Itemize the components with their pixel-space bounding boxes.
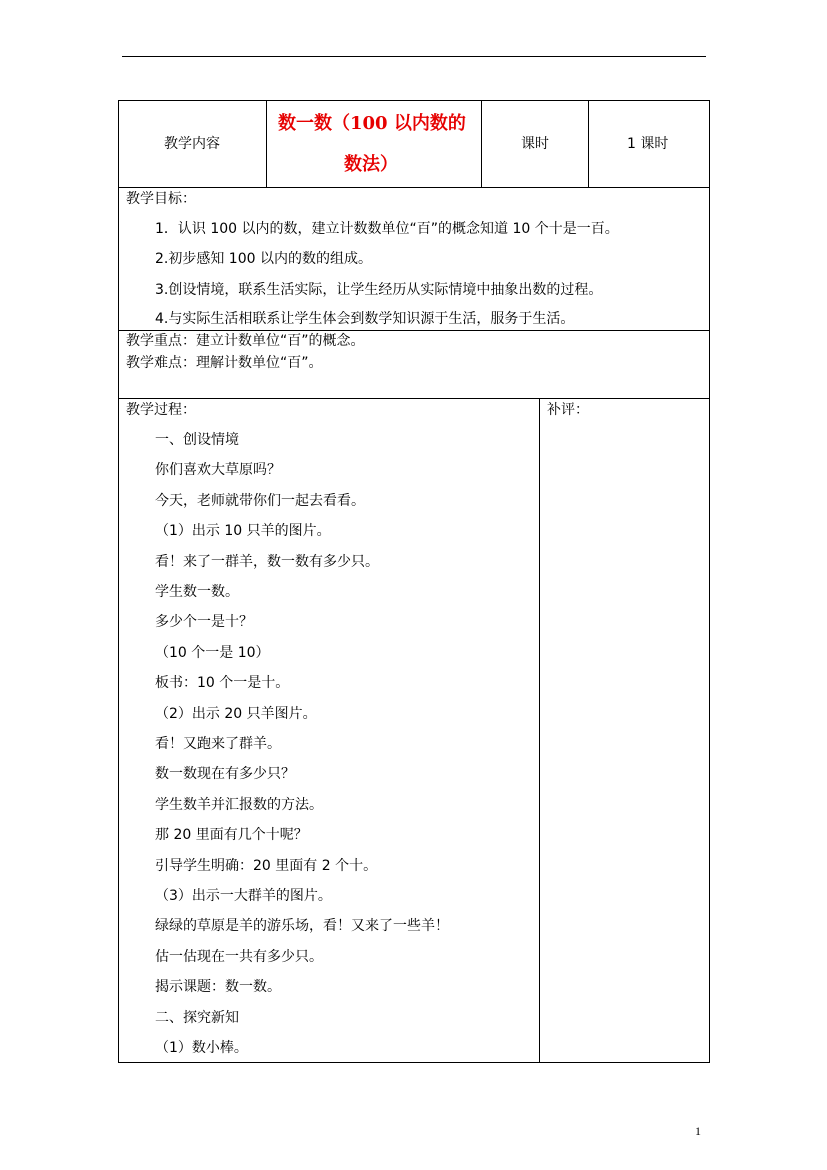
teaching-focus: 教学重点：建立计数单位“百”的概念。 bbox=[126, 333, 365, 349]
table-divider-col1 bbox=[266, 100, 267, 188]
process-line: 看！来了一群羊，数一数有多少只。 bbox=[155, 554, 379, 570]
label-period: 课时 bbox=[521, 136, 549, 152]
lesson-title-line1: 数一数（100 以内数的 bbox=[278, 113, 466, 134]
process-line: 绿绿的草原是羊的游乐场，看！又来了一些羊！ bbox=[155, 918, 449, 934]
table-border-row3 bbox=[118, 398, 710, 399]
process-line: 数一数现在有多少只？ bbox=[155, 766, 295, 782]
process-line: 看！又跑来了群羊。 bbox=[155, 736, 281, 752]
process-line: （1）数小棒。 bbox=[155, 1040, 248, 1056]
table-border-row1 bbox=[118, 187, 710, 188]
objective-item: 4.与实际生活相联系让学生体会到数学知识源于生活，服务于生活。 bbox=[155, 311, 575, 327]
process-line: （10 个一是 10） bbox=[155, 645, 270, 661]
table-border-left bbox=[118, 100, 119, 1063]
process-line: 揭示课题：数一数。 bbox=[155, 979, 281, 995]
process-line: 今天，老师就带你们一起去看看。 bbox=[155, 493, 365, 509]
process-line: 你们喜欢大草原吗？ bbox=[155, 462, 281, 478]
process-line: 那 20 里面有几个十呢？ bbox=[155, 827, 308, 843]
process-line: （3）出示一大群羊的图片。 bbox=[155, 888, 332, 904]
objectives-heading: 教学目标： bbox=[126, 191, 196, 207]
process-line: （2）出示 20 只羊图片。 bbox=[155, 706, 317, 722]
comment-label: 补评： bbox=[547, 402, 589, 418]
table-border-right bbox=[709, 100, 710, 1063]
process-line: 多少个一是十？ bbox=[155, 614, 253, 630]
process-line: 板书：10 个一是十。 bbox=[155, 675, 290, 691]
table-divider-col3 bbox=[588, 100, 589, 188]
header-rule bbox=[122, 56, 706, 57]
table-divider-comment bbox=[539, 398, 540, 1063]
objective-item: 1．认识 100 以内的数，建立计数数单位“百”的概念知道 10 个十是一百。 bbox=[155, 221, 619, 237]
objective-item: 3.创设情境，联系生活实际，让学生经历从实际情境中抽象出数的过程。 bbox=[155, 282, 603, 298]
objective-item: 2.初步感知 100 以内的数的组成。 bbox=[155, 251, 372, 267]
table-divider-col2 bbox=[481, 100, 482, 188]
label-teaching-content: 教学内容 bbox=[164, 136, 220, 152]
lesson-title-line2: 数法） bbox=[344, 154, 398, 175]
teaching-difficulty: 教学难点：理解计数单位“百”。 bbox=[126, 355, 323, 371]
process-line: 引导学生明确：20 里面有 2 个十。 bbox=[155, 858, 378, 874]
page-number: 1 bbox=[695, 1124, 701, 1138]
period-value: 1 课时 bbox=[627, 136, 669, 152]
process-line: 一、创设情境 bbox=[155, 432, 239, 448]
process-line: （1）出示 10 只羊的图片。 bbox=[155, 523, 331, 539]
process-line: 估一估现在一共有多少只。 bbox=[155, 949, 323, 965]
table-border-top bbox=[118, 100, 710, 101]
process-line: 学生数羊并汇报数的方法。 bbox=[155, 797, 323, 813]
process-line: 学生数一数。 bbox=[155, 584, 239, 600]
table-border-bottom bbox=[118, 1062, 710, 1063]
process-line: 二、探究新知 bbox=[155, 1010, 239, 1026]
process-heading: 教学过程： bbox=[126, 402, 196, 418]
